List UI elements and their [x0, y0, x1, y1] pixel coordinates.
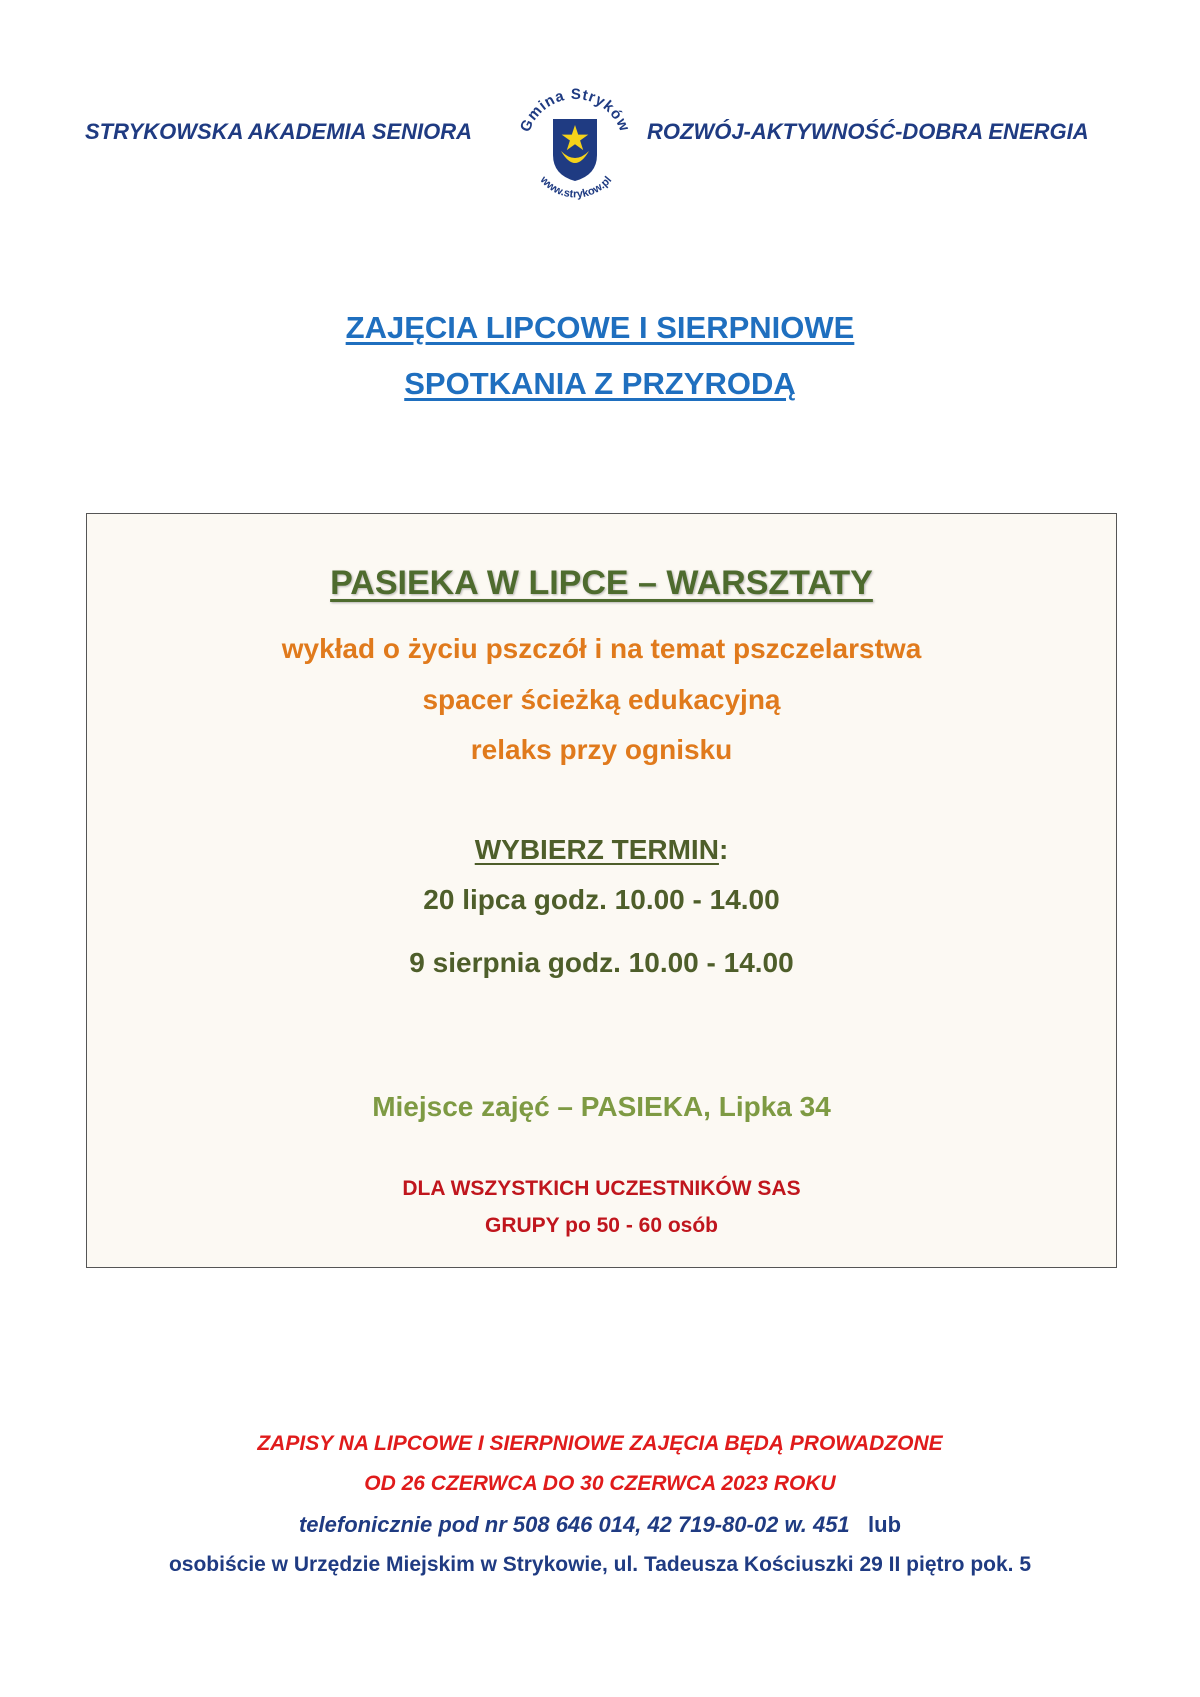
- registration-notice-line-2: OD 26 CZERWCA DO 30 CZERWCA 2023 ROKU: [364, 1472, 836, 1495]
- registration-address: osobiście w Urzędzie Miejskim w Strykowie, ul. Tadeusza Kościuszki 29 II piętro pok. 5: [168, 1553, 1032, 1576]
- page-title-line-1: ZAJĘCIA LIPCOWE I SIERPNIOWE: [345, 310, 855, 345]
- header-right-text: ROZWÓJ-AKTYWNOŚĆ-DOBRA ENERGIA: [647, 119, 1089, 144]
- registration-phone: telefonicznie pod nr 508 646 014, 42 719-80-02 w. 451: [298, 1512, 850, 1537]
- event-heading: PASIEKA W LIPCE – WARSZTATY: [330, 564, 873, 602]
- page-title-line-2: SPOTKANIA Z PRZYRODĄ: [404, 366, 796, 401]
- audience-note: DLA WSZYSTKICH UCZESTNIKÓW SAS: [402, 1177, 801, 1200]
- activity-item: spacer ścieżką edukacyjną: [422, 684, 781, 715]
- registration-phone-line: [0, 1512, 1200, 1538]
- date-option: 20 lipca godz. 10.00 - 14.00: [423, 884, 780, 915]
- gmina-strykow-logo: [505, 75, 645, 215]
- header-left-text: STRYKOWSKA AKADEMIA SENIORA: [85, 119, 473, 144]
- logo-arc-text: Gmina Stryków: [516, 85, 634, 135]
- logo-url-text: www.strykow.pl: [537, 174, 615, 201]
- date-option: 9 sierpnia godz. 10.00 - 14.00: [409, 947, 794, 978]
- activity-item: relaks przy ognisku: [470, 734, 733, 765]
- registration-or: lub: [868, 1512, 902, 1537]
- choose-date-label: WYBIERZ TERMIN: [474, 834, 719, 865]
- choose-date-colon: :: [718, 834, 729, 865]
- choose-date-heading: [87, 834, 1116, 866]
- coat-of-arms-icon: [553, 119, 597, 181]
- group-size-note: GRUPY po 50 - 60 osób: [485, 1214, 718, 1237]
- event-place: Miejsce zajęć – PASIEKA, Lipka 34: [372, 1091, 831, 1122]
- event-info-box: [86, 513, 1117, 1268]
- registration-notice-line-1: ZAPISY NA LIPCOWE I SIERPNIOWE ZAJĘCIA BĘDĄ PROWADZONE: [257, 1432, 943, 1455]
- activity-item: wykład o życiu pszczół i na temat pszczelarstwa: [281, 633, 922, 664]
